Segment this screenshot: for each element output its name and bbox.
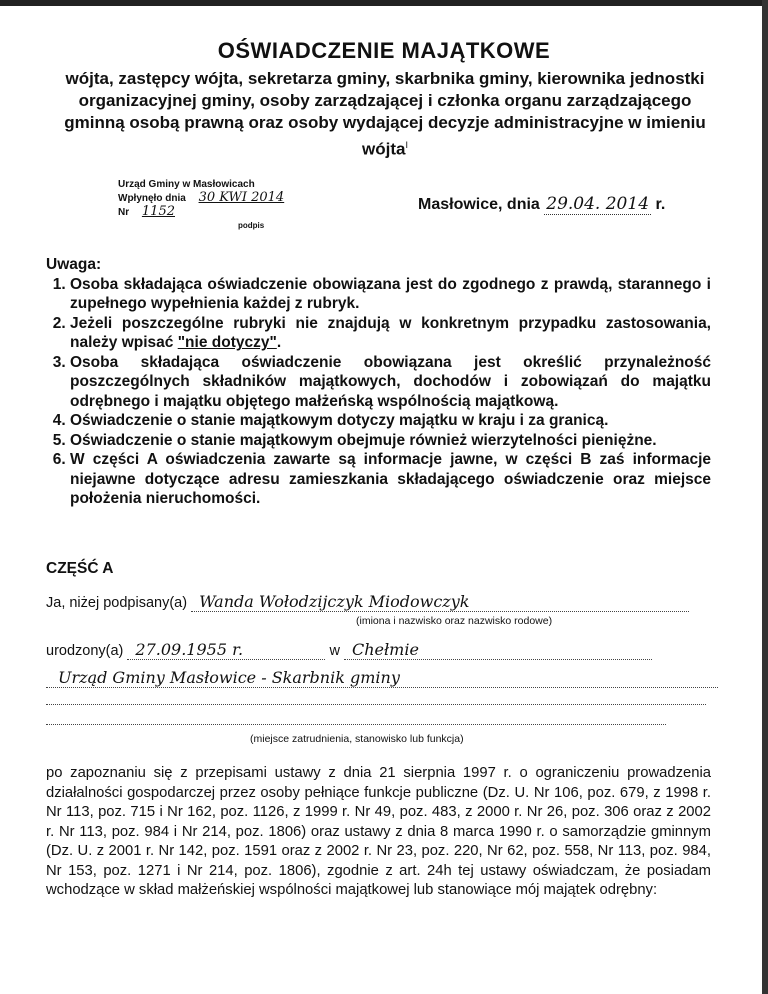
statement-paragraph: po zapoznaniu się z przepisami ustawy z dnia 21 sierpnia 1997 r. o ograniczeniu prowadzenia działalności gospodarczej przez osoby pełniące funkcje publiczne (Dz. U. Nr 106, poz. 679, z 1998 r. Nr 113, poz. 715 i Nr 162, poz. 1126, z 1999 r. Nr 49, poz. 483, z 2000 r. Nr 26, poz. 306 oraz z 2002 r. Nr 113, poz. 984 i Nr 214, poz. 1806) oraz ustawy z dnia 8 marca 1990 r. o samorządzie gminnym (Dz. U. z 2001 r. Nr 142, poz. 1591 oraz z 2002 r. Nr 23, poz. 220, Nr 62, poz. 558, Nr 113, poz. 984, Nr 153, poz. 1271 i Nr 214, poz. 1806), zgodnie z art. 24h tej ustawy oświadczam, że posiadam wchodzące w skład małżeńskiej wspólności majątkowej lub stanowiące mój majątek odrębny: (46, 765, 711, 898)
stamp-received: Wpłynęło dnia 30 KWI 2014 (118, 190, 285, 205)
signed-name-value: Wanda Wołodzijczyk Miodowczyk (191, 592, 689, 612)
employment-line-2 (46, 690, 706, 709)
stamp-number: Nr 1152 (118, 204, 175, 219)
signed-caption: (imiona i nazwisko oraz nazwisko rodowe) (356, 615, 553, 627)
footnote-mark: I (405, 140, 408, 150)
registry-stamp (118, 178, 348, 232)
note-item: 4. Oświadczenie o stanie majątkowym dotyczy majątku w kraju i za granicą. (70, 411, 711, 431)
note-item: 5. Oświadczenie o stanie majątkowym obejmuje również wierzytelności pieniężne. (70, 431, 711, 451)
note-item: 6. W części A oświadczenia zawarte są informacje jawne, w części B zaś informacje niejawne dotyczące adresu zamieszkania składającego oświadczenie oraz miejsce położenia nieruchomości. (70, 450, 711, 509)
employment-caption: (miejsce zatrudnienia, stanowisko lub funkcja) (250, 733, 464, 745)
document-title: OŚWIADCZENIE MAJĄTKOWE (217, 38, 551, 63)
birth-date-value: 27.09.1955 r. (127, 640, 325, 660)
stamp-office: Urząd Gminy w Masłowicach (118, 179, 255, 190)
employment-line (46, 668, 718, 688)
employment-line-3 (46, 710, 666, 729)
birth-place-value: Chełmie (344, 640, 652, 660)
signed-line: Ja, niżej podpisany(a) Wanda Wołodzijczyk Miodowczyk (46, 592, 689, 612)
notes-heading: Uwaga: (46, 256, 102, 273)
date-value: 29.04. 2014 (546, 194, 650, 214)
employment-value: Urząd Gminy Masłowice - Skarbnik gminy (46, 668, 718, 688)
note-item: 2. Jeżeli poszczególne rubryki nie znajdują w konkretnym przypadku zastosowania, należy wpisać "nie dotyczy". (70, 314, 711, 353)
part-a-heading: CZĘŚĆ A (46, 560, 114, 577)
note-item: 1. Osoba składająca oświadczenie obowiązana jest do zgodnego z prawdą, starannego i zupełnego wypełnienia każdej z rubryk. (70, 275, 711, 314)
notes-section (46, 255, 711, 509)
scan-top-edge (0, 0, 768, 6)
place-date-line: Masłowice, dnia 29.04. 2014 r. (418, 194, 666, 214)
born-line: urodzony(a) 27.09.1955 r. w Chełmie (46, 640, 652, 660)
document-subtitle: wójta, zastępcy wójta, sekretarza gminy, skarbnika gminy, kierownika jednostki organizacyjnej gminy, osoby zarządzającej i członka organu zarządzającego gminną osobą prawną oraz osoby wydającej decyzje administracyjne w imieniu wójta$^I$ (64, 69, 706, 159)
scan-right-edge (762, 0, 768, 994)
note-item: 3. Osoba składająca oświadczenie obowiązana jest określić przynależność poszczególnych składników majątkowych, dochodów i zobowiązań do majątku odrębnego i majątku objętego małżeńską wspólnością majątkową. (70, 353, 711, 412)
stamp-signature: podpis (238, 221, 265, 230)
